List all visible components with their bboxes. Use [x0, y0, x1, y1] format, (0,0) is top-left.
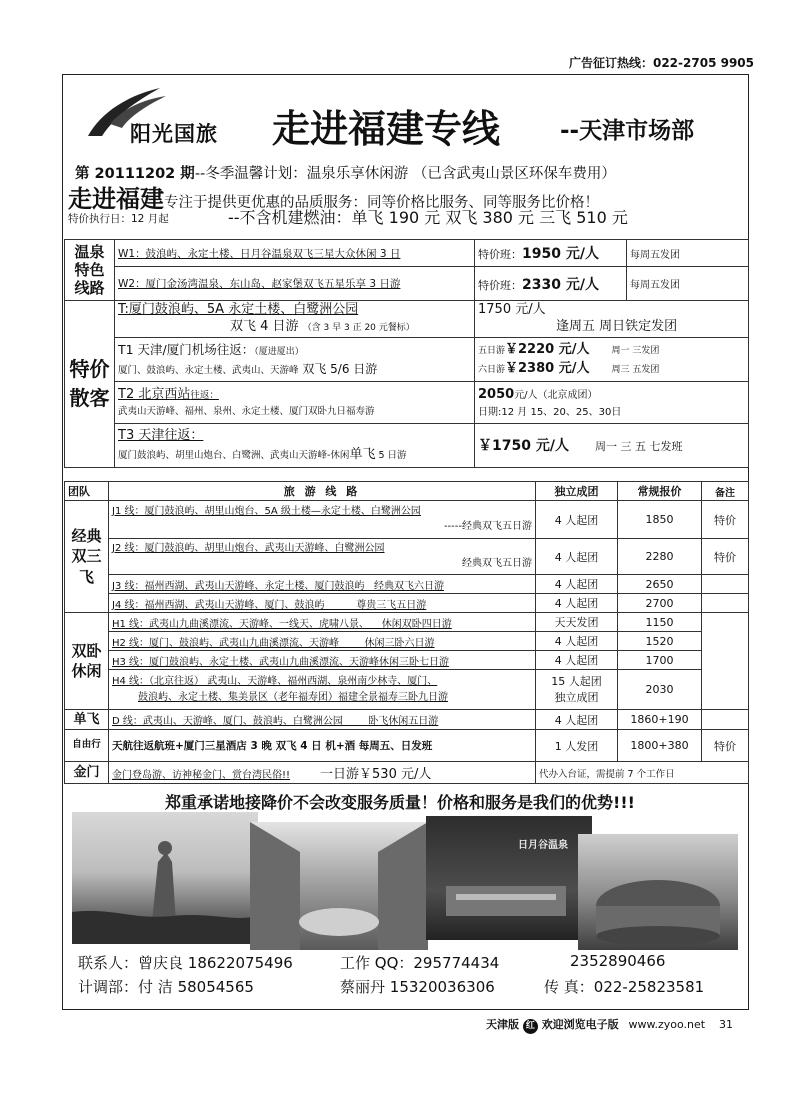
kinmen-label: 金门	[65, 762, 109, 784]
h4-price: 2030	[618, 670, 702, 710]
tulou-exterior-image	[578, 834, 738, 950]
footer-text: 欢迎浏览电子版	[541, 1018, 619, 1031]
h1-line: H1 线：武夷山九曲溪漂流、天游峰、一线天、虎啸八景、 休闲双卧四日游	[109, 613, 536, 632]
page-subtitle: --天津市场部	[560, 118, 695, 144]
period-number: 第 20111202 期	[75, 166, 195, 182]
tour-price-table	[64, 239, 749, 468]
page-title: 走进福建专线	[272, 106, 501, 151]
work-qq	[340, 952, 499, 973]
special-date: 特价执行日：12 月起	[68, 213, 169, 225]
w1-schedule: 每周五发团	[627, 240, 749, 267]
j4-line: J4 线：福州西湖、武夷山天游峰、厦门、鼓浪屿 尊贵三飞五日游	[109, 594, 536, 613]
footer-edition: 天津版	[486, 1018, 519, 1031]
w1-price: 1950 元/人	[522, 246, 599, 262]
table-row	[65, 730, 749, 762]
j2-min: 4 人起团	[536, 539, 618, 575]
header-team: 团队	[65, 482, 109, 501]
photo-hot-spring-resort	[426, 816, 592, 940]
header-min: 独立成团	[536, 482, 618, 501]
resort-sign: 日月谷温泉	[518, 840, 568, 851]
table-row	[65, 381, 749, 423]
free-line: 天航往返航班+厦门三星酒店 3 晚 双飞 4 日 机+酒 每周五、日发班	[109, 730, 536, 762]
t1-5day-price: ￥2220 元/人	[505, 341, 590, 357]
t-schedule: 逢周五 周日铁定发团	[556, 318, 678, 334]
table-header-row	[65, 482, 749, 501]
kinmen-price: 一日游￥530 元/人	[320, 767, 432, 782]
table-row	[65, 240, 749, 267]
j1-line: J1 线：厦门鼓浪屿、胡里山炮台、5A 级土楼—永定土楼、白鹭洲公园	[112, 506, 421, 517]
brand-logo-text: 阳光国旅	[130, 122, 218, 146]
h4-min2: 独立成团	[554, 690, 599, 704]
hot-spring-label: 温泉特色线路	[65, 240, 115, 301]
h3-min: 4 人起团	[536, 651, 618, 670]
t2-dates: 日期:12 月 15、20、25、30日	[478, 406, 622, 418]
statue-image	[72, 812, 258, 944]
t3-price: ￥1750 元/人	[478, 438, 569, 455]
table-row	[65, 651, 749, 670]
t3-route-end: 5 日游	[375, 450, 407, 462]
t2-route: 武夷山天游峰、福州、泉州、永定土楼、厦门双卧九日福寿游	[118, 405, 375, 417]
d-price: 1860+190	[618, 710, 702, 730]
slogan-big: 走进福建	[68, 184, 164, 213]
contact-person	[78, 952, 293, 973]
contact-2-name: 蔡丽丹	[340, 978, 386, 996]
sleeper-note-empty	[702, 613, 749, 710]
j4-min: 4 人起团	[536, 594, 618, 613]
t3-title: T3 天津往返：	[118, 427, 204, 443]
resort-image	[426, 816, 592, 940]
t-route: T:厦门鼓浪屿、5A 永定土楼、白鹭洲公园	[118, 302, 359, 317]
j1-price: 1850	[618, 501, 702, 539]
free-label: 自由行	[65, 730, 109, 762]
j2-note: 特价	[702, 539, 749, 575]
t1-6day-price: ￥2380 元/人	[505, 361, 590, 377]
page-footer	[486, 1016, 733, 1034]
j1-min: 4 人起团	[536, 501, 618, 539]
t-price: 1750 元/人	[478, 302, 546, 317]
table-row	[65, 575, 749, 594]
w2-price: 2330 元/人	[522, 276, 599, 293]
w2-route: W2：厦门金汤湾温泉、东山岛、赵家堡双飞五星乐享 3 日游	[115, 267, 475, 301]
j2-price: 2280	[618, 539, 702, 575]
h2-min: 4 人起团	[536, 632, 618, 651]
header-price: 常规报价	[618, 482, 702, 501]
footer-url[interactable]: www.zyoo.net	[628, 1018, 706, 1031]
contact-2	[340, 976, 495, 997]
t1-6day-schedule: 周三 五发团	[611, 365, 660, 376]
t1-route-tail: 双飞 5/6 日游	[298, 361, 378, 376]
j3-price: 2650	[618, 575, 702, 594]
j2-line2: 经典双飞五日游	[462, 557, 532, 569]
contact-label: 联系人：曾庆良	[78, 954, 184, 972]
photo-tulou-courtyard	[250, 822, 428, 950]
qq-label: 工作 QQ：	[340, 954, 414, 972]
fuel-note: --不含机建燃油：单飞 190 元 双飞 380 元 三飞 510 元	[228, 208, 628, 227]
t-meal-note: （含 3 早 3 正 20 元餐标）	[302, 322, 415, 333]
fax	[544, 976, 704, 997]
d-min: 4 人起团	[536, 710, 618, 730]
h4-min: 15 人起团	[551, 675, 602, 689]
tulou-courtyard-image	[250, 822, 428, 950]
t3-route: 厦门鼓浪屿、胡里山炮台、白鹭洲、武夷山天游峰-休闲	[118, 450, 350, 462]
group-tour-table	[64, 481, 749, 784]
j4-note-empty	[702, 594, 749, 613]
table-row	[65, 594, 749, 613]
free-price: 1800+380	[618, 730, 702, 762]
table-row	[65, 613, 749, 632]
h1-price: 1150	[618, 613, 702, 632]
h3-line: H3 线：厦门鼓浪屿、永定土楼、武夷山九曲溪漂流、天游峰休闲三卧七日游	[109, 651, 536, 670]
header-note: 备注	[702, 482, 749, 501]
promise-banner: 郑重承诺地接降价不会改变服务质量！价格和服务是我们的优势!!!	[165, 793, 635, 812]
table-row	[65, 301, 749, 338]
w2-schedule: 每周五发团	[627, 267, 749, 301]
table-row	[65, 501, 749, 539]
contact-phone: 18622075496	[187, 954, 293, 972]
t3-route-tail: 单飞	[349, 447, 376, 463]
table-row	[65, 423, 749, 467]
table-row	[65, 267, 749, 301]
t1-title-note: （厦进厦出）	[254, 346, 304, 357]
h4-line2: 鼓浪屿、永定土楼、集美景区（老年福寿团）福建全景福寿三卧九日游	[138, 691, 448, 703]
table-row	[65, 670, 749, 710]
h2-line: H2 线：厦门、鼓浪屿、武夷山九曲溪漂流、天游峰 休闲三卧六日游	[109, 632, 536, 651]
dept-label: 计调部：付 洁	[78, 978, 173, 996]
t2-title: T2 北京西站	[118, 387, 191, 403]
t1-title: T1 天津/厦门机场往返：	[118, 341, 255, 357]
j2-line: J2 线：厦门鼓浪屿、胡里山炮台、武夷山天游峰、白鹭洲公园	[112, 543, 385, 554]
w2-price-label: 特价班：	[478, 278, 522, 292]
qq-number-1: 295774434	[413, 954, 500, 972]
fax-number: 022-25823581	[593, 978, 705, 996]
header-route: 旅 游 线 路	[109, 482, 536, 501]
footer-badge-icon: 红	[523, 1019, 538, 1034]
dept-phone: 58054565	[177, 978, 254, 996]
free-min: 1 人发团	[536, 730, 618, 762]
h3-price: 1700	[618, 651, 702, 670]
j3-note-empty	[702, 575, 749, 594]
t1-5day-label: 五日游	[478, 345, 506, 356]
t1-6day-label: 六日游	[478, 365, 506, 376]
h1-min: 天天发团	[536, 613, 618, 632]
t2-price-unit: 元/人	[514, 390, 538, 402]
kinmen-line: 金门登岛游、访神秘金门、赏台湾民俗!!	[112, 770, 291, 781]
kinmen-note: 代办入台证，需提前 7 个工作日	[536, 762, 749, 784]
classic-label: 经典双三飞	[65, 501, 109, 613]
fax-label: 传 真：	[544, 978, 594, 996]
free-note: 特价	[702, 730, 749, 762]
table-row	[65, 337, 749, 381]
w1-route: W1：鼓浪屿、永定土楼、日月谷温泉双飞三星大众休闲 3 日	[115, 240, 475, 267]
d-line: D 线：武夷山、天游峰、厦门、鼓浪屿、白鹭洲公园 卧飞休闲五日游	[109, 710, 536, 730]
h4-line: H4 线：（北京往返） 武夷山、天游峰、福州西湖、泉州南少林寺、厦门、	[112, 675, 438, 687]
qq-number-2: 2352890466	[570, 952, 666, 970]
t3-schedule: 周一 三 五 七发班	[594, 440, 683, 454]
j4-price: 2700	[618, 594, 702, 613]
single-label: 单飞	[65, 710, 109, 730]
t2-title-note: 往返：	[190, 390, 219, 402]
t2-price-note: （北京成团）	[537, 390, 598, 402]
h2-price: 1520	[618, 632, 702, 651]
period-description: --冬季温馨计划：温泉乐享休闲游 （已含武夷山景区环保车费用）	[194, 166, 616, 182]
table-row	[65, 632, 749, 651]
j3-min: 4 人起团	[536, 575, 618, 594]
d-note-empty	[702, 710, 749, 730]
contact-2-phone: 15320036306	[389, 978, 495, 996]
photo-tulou-exterior	[578, 834, 738, 950]
table-row	[65, 539, 749, 575]
j1-line2: -----经典双飞五日游	[443, 520, 532, 532]
table-row	[65, 762, 749, 784]
planning-dept	[78, 976, 254, 997]
j3-line: J3 线：福州西湖、武夷山天游峰、永定土楼、厦门鼓浪屿 经典双飞六日游	[109, 575, 536, 594]
sleeper-label: 双卧休闲	[65, 613, 109, 710]
slogan-text: 专注于提供更优惠的品质服务：同等价格比服务、同等服务比价格！	[164, 195, 599, 211]
j1-note: 特价	[702, 501, 749, 539]
page-number: 31	[718, 1018, 733, 1031]
t-days: 双飞 4 日游	[230, 318, 299, 334]
w1-price-label: 特价班：	[478, 248, 522, 261]
special-tour-label: 特价散客	[65, 301, 115, 468]
table-row	[65, 710, 749, 730]
t2-price: 2050	[478, 387, 515, 403]
t1-5day-schedule: 周一 三发团	[611, 345, 660, 356]
ad-hotline: 广告征订热线：022-2705 9905	[568, 56, 754, 70]
t1-route: 厦门、鼓浪屿、永定土楼、武夷山、天游峰	[118, 364, 299, 376]
photo-statue	[72, 812, 258, 944]
